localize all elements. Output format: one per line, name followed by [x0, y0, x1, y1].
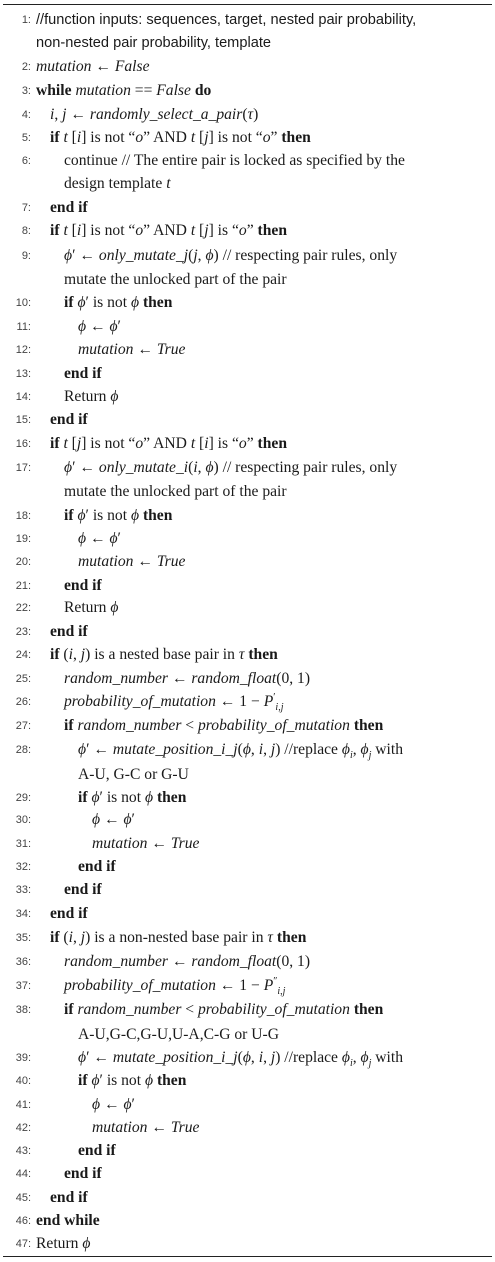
line-code: ϕ ← ϕ′	[78, 530, 121, 547]
line-number: 39:	[15, 1052, 31, 1064]
line-code: if t [i] is not “o” AND t [j] is “o” then	[50, 222, 287, 239]
line-code: end while	[36, 1212, 100, 1229]
line-number: 38:	[15, 1004, 31, 1016]
line-code: end if	[78, 858, 116, 875]
line-number: 14:	[15, 391, 31, 403]
line-number: 33:	[15, 884, 31, 896]
line-code: end if	[50, 905, 88, 922]
line-number: 6:	[21, 155, 31, 167]
line-number: 44:	[15, 1168, 31, 1180]
line-number: 5:	[21, 132, 31, 144]
line-code: end if	[50, 199, 88, 216]
line-continuation: mutate the unlocked part of the pair	[64, 271, 287, 288]
line-code: random_number ← random_float(0, 1)	[64, 670, 311, 687]
line-number: 7:	[21, 202, 31, 214]
line-continuation: design template t	[64, 175, 171, 192]
line-number: 30:	[15, 814, 31, 826]
line-number: 13:	[15, 368, 31, 380]
line-code: if ϕ′ is not ϕ then	[78, 789, 187, 806]
line-number: 15:	[15, 414, 31, 426]
line-continuation: non-nested pair probability, template	[36, 35, 271, 51]
line-code: random_number ← random_float(0, 1)	[64, 953, 311, 970]
line-number: 47:	[15, 1238, 31, 1250]
line-number: 45:	[15, 1192, 31, 1204]
line-code: mutation ← True	[92, 1119, 200, 1136]
line-number: 1:	[21, 14, 31, 26]
line-continuation: mutate the unlocked part of the pair	[64, 483, 287, 500]
bottom-rule	[3, 1256, 492, 1257]
line-code: if (i, j) is a nested base pair in τ then	[50, 646, 278, 663]
line-code: end if	[50, 411, 88, 428]
line-code: //function inputs: sequences, target, nested pair probability,	[36, 12, 417, 28]
line-continuation: A-U,G-C,G-U,U-A,C-G or U-G	[78, 1026, 279, 1043]
line-number: 12:	[15, 344, 31, 356]
line-number: 28:	[15, 744, 31, 756]
line-code: if (i, j) is a non-nested base pair in τ then	[50, 929, 307, 946]
line-number: 27:	[15, 720, 31, 732]
line-number: 41:	[15, 1099, 31, 1111]
line-code: if t [i] is not “o” AND t [j] is not “o” then	[50, 129, 311, 146]
line-code: end if	[50, 623, 88, 640]
line-code: probability_of_mutation ← $1 - P''_{i,j}$	[64, 975, 286, 998]
line-number: 2:	[21, 61, 31, 73]
line-number: 21:	[15, 580, 31, 592]
line-number: 34:	[15, 908, 31, 920]
line-number: 29:	[15, 792, 31, 804]
line-code: i, j ← randomly_select_a_pair(τ)	[50, 106, 259, 123]
line-number: 16:	[15, 438, 31, 450]
line-number: 42:	[15, 1122, 31, 1134]
line-number: 43:	[15, 1145, 31, 1157]
line-number: 20:	[15, 556, 31, 568]
line-code: ϕ′ ← mutate_position_i_j(ϕ, i, j) //replace $\phi_i$, $\phi_j$ with	[78, 741, 404, 762]
line-code: ϕ′ ← only_mutate_i(i, ϕ) // respecting pair rules, only	[64, 459, 398, 476]
line-number: 23:	[15, 626, 31, 638]
line-code: mutation ← False	[36, 58, 150, 75]
line-number: 25:	[15, 673, 31, 685]
line-code: end if	[78, 1142, 116, 1159]
line-number: 46:	[15, 1215, 31, 1227]
line-code: end if	[64, 577, 102, 594]
line-number: 35:	[15, 932, 31, 944]
line-number: 11:	[16, 321, 31, 333]
line-code: Return ϕ	[36, 1235, 91, 1252]
line-code: mutation ← True	[92, 835, 200, 852]
line-number: 36:	[15, 956, 31, 968]
line-number: 8:	[21, 225, 31, 237]
line-code: if ϕ′ is not ϕ then	[64, 294, 173, 311]
line-number: 4:	[21, 109, 31, 121]
line-number: 3:	[21, 85, 31, 97]
line-number: 26:	[15, 696, 31, 708]
line-number: 22:	[15, 602, 31, 614]
line-number: 17:	[15, 462, 31, 474]
line-number: 31:	[15, 838, 31, 850]
line-code: end if	[64, 881, 102, 898]
line-code: end if	[64, 365, 102, 382]
line-code: Return ϕ	[64, 599, 119, 616]
line-number: 19:	[15, 533, 31, 545]
line-code: probability_of_mutation ← $1 - P'_{i,j}$	[64, 691, 284, 714]
line-code: ϕ ← ϕ′	[92, 1096, 135, 1113]
line-code: continue // The entire pair is locked as specified by the	[64, 152, 405, 169]
line-number: 32:	[15, 861, 31, 873]
line-code: ϕ′ ← only_mutate_j(j, ϕ) // respecting pair rules, only	[64, 247, 398, 264]
line-number: 37:	[15, 980, 31, 992]
line-number: 24:	[15, 649, 31, 661]
line-code: ϕ′ ← mutate_position_i_j(ϕ, i, j) //replace $\phi_i$, $\phi_j$ with	[78, 1049, 404, 1070]
line-code: end if	[64, 1165, 102, 1182]
line-code: if ϕ′ is not ϕ then	[64, 507, 173, 524]
line-code: while mutation == False do	[36, 82, 212, 99]
line-code: if t [j] is not “o” AND t [i] is “o” then	[50, 435, 287, 452]
line-code: if random_number < probability_of_mutation then	[64, 717, 384, 734]
line-continuation: A-U, G-C or G-U	[78, 766, 189, 783]
line-number: 10:	[15, 297, 31, 309]
line-number: 9:	[21, 250, 31, 262]
line-code: end if	[50, 1189, 88, 1206]
line-code: mutation ← True	[78, 341, 186, 358]
line-code: mutation ← True	[78, 553, 186, 570]
line-code: Return ϕ	[64, 388, 119, 405]
line-code: ϕ ← ϕ′	[92, 811, 135, 828]
line-code: if ϕ′ is not ϕ then	[78, 1072, 187, 1089]
line-number: 18:	[15, 510, 31, 522]
line-code: ϕ ← ϕ′	[78, 318, 121, 335]
line-code: if random_number < probability_of_mutation then	[64, 1001, 384, 1018]
line-number: 40:	[15, 1075, 31, 1087]
